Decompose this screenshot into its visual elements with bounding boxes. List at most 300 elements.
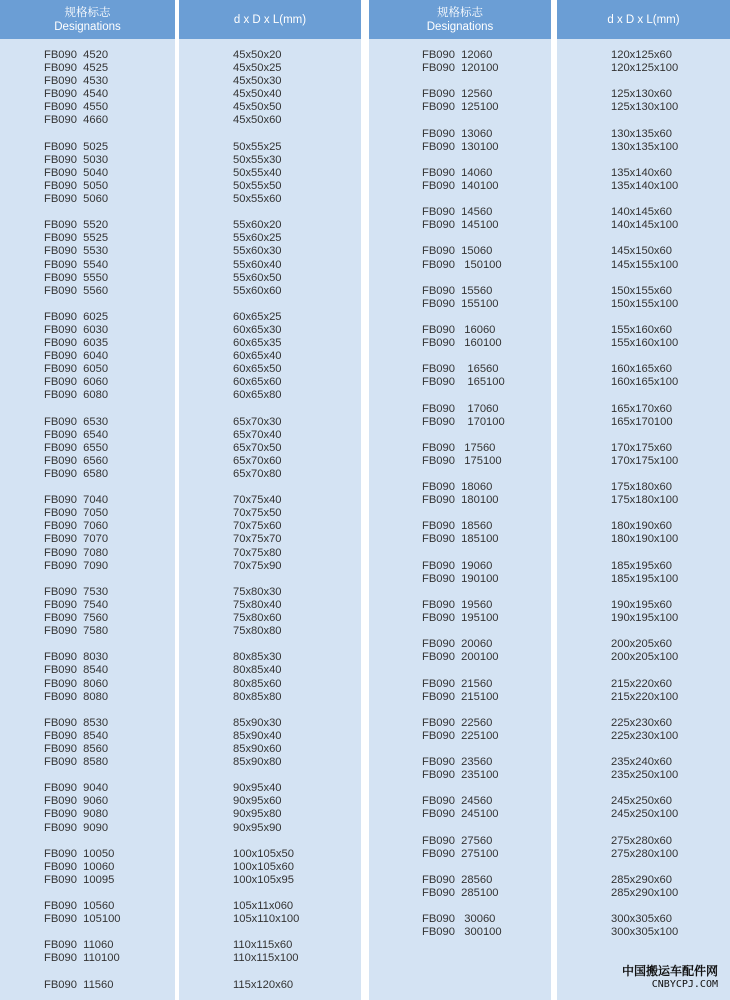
header-label-cn: 规格标志 <box>437 6 483 19</box>
dimension-row: 90x95x60 <box>233 795 282 808</box>
group-spacer <box>422 861 551 874</box>
designation-row: FB090 10560 <box>44 900 115 913</box>
designation-row: FB090 145100 <box>422 219 499 232</box>
dimension-row: 215x220x60 <box>611 677 672 690</box>
designation-row: FB090 18560 <box>422 520 493 533</box>
dimension-row: 75x80x40 <box>233 598 282 611</box>
column-designations-right <box>369 0 551 1000</box>
designation-row: FB090 7540 <box>44 598 109 611</box>
dimensions-list-right <box>557 49 730 939</box>
group-spacer <box>611 861 730 874</box>
designation-row: FB090 8540 <box>44 664 109 677</box>
designation-row: FB090 5550 <box>44 271 109 284</box>
dimension-row: 55x60x30 <box>233 245 282 258</box>
group-spacer <box>422 429 551 442</box>
group-spacer <box>44 128 175 141</box>
designation-row: FB090 12560 <box>422 88 493 101</box>
designation-row: FB090 30060 <box>422 913 496 926</box>
dimension-row: 180x190x60 <box>611 520 672 533</box>
watermark <box>622 964 718 992</box>
designation-row: FB090 7070 <box>44 533 109 546</box>
designation-row: FB090 285100 <box>422 887 499 899</box>
dimension-row: 185x195x100 <box>611 572 679 585</box>
designation-row: FB090 19060 <box>422 559 493 572</box>
designation-row: FB090 6040 <box>44 350 109 363</box>
designation-row: FB090 7060 <box>44 520 109 533</box>
group-spacer <box>422 114 551 127</box>
group-spacer <box>233 835 361 848</box>
designation-row: FB090 12060 <box>422 49 493 61</box>
group-spacer <box>422 704 551 717</box>
dimension-row: 85x90x30 <box>233 716 282 729</box>
group-spacer <box>422 664 551 677</box>
designation-row: FB090 9060 <box>44 795 109 808</box>
group-spacer <box>44 966 175 979</box>
header-label-en: Designations <box>54 20 121 33</box>
designation-row: FB090 5560 <box>44 284 109 297</box>
dimension-row: 50x55x30 <box>233 153 282 166</box>
group-spacer <box>233 481 361 494</box>
dimension-row: 80x85x60 <box>233 677 282 690</box>
designation-row: FB090 8560 <box>44 742 109 755</box>
dimension-row: 45x50x60 <box>233 114 282 127</box>
designation-row: FB090 6080 <box>44 389 109 402</box>
dimension-row: 60x65x40 <box>233 350 282 363</box>
designation-row: FB090 7530 <box>44 585 109 598</box>
designation-row: FB090 190100 <box>422 572 499 585</box>
designation-row: FB090 11560 <box>44 978 114 991</box>
designation-row: FB090 4550 <box>44 101 109 114</box>
dimension-row: 185x195x60 <box>611 559 672 572</box>
dimension-row: 65x70x60 <box>233 454 282 467</box>
designation-row: FB090 185100 <box>422 533 499 546</box>
group-spacer <box>422 743 551 756</box>
designation-row: FB090 7080 <box>44 546 109 559</box>
dimension-row: 170x175x100 <box>611 454 679 467</box>
designation-row: FB090 7580 <box>44 625 109 638</box>
dimension-row: 85x90x80 <box>233 756 282 769</box>
dimension-row: 60x65x35 <box>233 337 282 350</box>
dimension-row: 45x50x40 <box>233 88 282 101</box>
group-spacer <box>611 114 730 127</box>
designation-row: FB090 27560 <box>422 834 493 847</box>
watermark-cn: 中国搬运车配件网 <box>621 964 718 978</box>
dimension-row: 140x145x100 <box>611 219 679 232</box>
dimension-row: 50x55x60 <box>233 193 282 206</box>
designation-row: FB090 13060 <box>422 127 493 140</box>
designation-row: FB090 5040 <box>44 166 109 179</box>
dimension-row: 225x230x60 <box>611 716 672 729</box>
group-spacer <box>44 481 175 494</box>
designation-row: FB090 140100 <box>422 179 499 192</box>
dimension-row: 90x95x80 <box>233 808 282 821</box>
designation-row: FB090 6030 <box>44 323 109 336</box>
group-spacer <box>611 782 730 795</box>
dimension-row: 285x290x100 <box>611 887 679 899</box>
header-label-dims: d x D x L(mm) <box>607 13 680 26</box>
dimension-row: 100x105x95 <box>233 873 294 886</box>
group-spacer <box>611 704 730 717</box>
designation-row: FB090 4540 <box>44 88 109 101</box>
group-spacer <box>611 900 730 913</box>
designation-row: FB090 9080 <box>44 808 109 821</box>
dimension-row: 70x75x90 <box>233 559 282 572</box>
group-spacer <box>611 193 730 206</box>
designation-row: FB090 6530 <box>44 415 109 428</box>
dimension-row: 150x155x60 <box>611 284 672 297</box>
designation-row: FB090 5050 <box>44 179 109 192</box>
designation-row: FB090 200100 <box>422 651 499 664</box>
group-spacer <box>611 586 730 599</box>
dimension-row: 145x150x60 <box>611 245 672 258</box>
designation-row: FB090 16560 <box>422 363 499 376</box>
dimension-row: 190x195x60 <box>611 598 672 611</box>
designation-row: FB090 23560 <box>422 756 493 769</box>
designation-row: FB090 8540 <box>44 729 109 742</box>
dimension-row: 90x95x40 <box>233 782 282 795</box>
designation-row: FB090 6550 <box>44 441 109 454</box>
group-spacer <box>44 638 175 651</box>
dimension-row: 55x60x50 <box>233 271 282 284</box>
designation-row: FB090 20060 <box>422 638 493 651</box>
designation-row: FB090 6050 <box>44 363 109 376</box>
column-designations-left <box>0 0 175 1000</box>
group-spacer <box>422 586 551 599</box>
designation-row: FB090 8030 <box>44 651 109 664</box>
dimension-row: 180x190x100 <box>611 533 679 546</box>
dimension-row: 45x50x20 <box>233 49 282 61</box>
designations-list-right <box>369 49 551 939</box>
group-spacer <box>233 573 361 586</box>
dimension-row: 130x135x60 <box>611 127 672 140</box>
designation-row: FB090 5520 <box>44 219 109 232</box>
designation-row: FB090 6025 <box>44 310 109 323</box>
group-spacer <box>233 926 361 939</box>
designation-row: FB090 5540 <box>44 258 109 271</box>
designation-row: FB090 10060 <box>44 860 115 873</box>
group-spacer <box>44 887 175 900</box>
dimension-row: 190x195x100 <box>611 612 679 625</box>
dimension-row: 90x95x90 <box>233 821 282 834</box>
group-spacer <box>611 664 730 677</box>
dimension-row: 145x155x100 <box>611 258 679 271</box>
designation-row: FB090 175100 <box>422 454 502 467</box>
dimension-row: 75x80x60 <box>233 612 282 625</box>
dimension-row: 65x70x50 <box>233 441 282 454</box>
group-spacer <box>233 704 361 717</box>
dimension-row: 155x160x100 <box>611 337 679 350</box>
dimension-row: 200x205x60 <box>611 638 672 651</box>
dimension-row: 125x130x100 <box>611 101 679 114</box>
designation-row: FB090 235100 <box>422 769 499 782</box>
dimension-row: 200x205x100 <box>611 651 679 664</box>
header-designations-left <box>0 0 175 39</box>
group-spacer <box>611 429 730 442</box>
designation-row: FB090 8530 <box>44 716 109 729</box>
designation-row: FB090 10095 <box>44 873 115 886</box>
dimension-row: 215x220x100 <box>611 690 679 703</box>
designation-row: FB090 28560 <box>422 873 493 886</box>
dimension-row: 45x50x50 <box>233 101 282 114</box>
designation-row: FB090 8080 <box>44 690 109 703</box>
designation-row: FB090 9090 <box>44 821 109 834</box>
designation-row: FB090 17560 <box>422 441 496 454</box>
designations-list-left <box>0 49 175 992</box>
designation-row: FB090 10050 <box>44 847 115 860</box>
dimension-row: 275x280x60 <box>611 834 672 847</box>
dimension-row: 70x75x50 <box>233 507 282 520</box>
dimension-row: 45x50x30 <box>233 75 282 88</box>
dimension-row: 70x75x60 <box>233 520 282 533</box>
dimension-row: 125x130x60 <box>611 88 672 101</box>
designation-row: FB090 130100 <box>422 140 499 153</box>
dimension-row: 175x180x60 <box>611 481 672 494</box>
group-spacer <box>44 403 175 416</box>
designation-row: FB090 225100 <box>422 729 499 742</box>
designation-row: FB090 8580 <box>44 756 109 769</box>
designation-row: FB090 5530 <box>44 245 109 258</box>
dimension-row: 60x65x60 <box>233 376 282 389</box>
dimension-row: 275x280x100 <box>611 847 679 860</box>
dimension-row: 50x55x40 <box>233 166 282 179</box>
designation-row: FB090 160100 <box>422 337 502 350</box>
group-spacer <box>422 468 551 481</box>
designation-row: FB090 11060 <box>44 939 114 952</box>
group-spacer <box>611 232 730 245</box>
designation-row: FB090 125100 <box>422 101 499 114</box>
designation-row: FB090 195100 <box>422 612 499 625</box>
designation-row: FB090 165100 <box>422 376 505 389</box>
designation-row: FB090 275100 <box>422 847 499 860</box>
dimension-row: 105x110x100 <box>233 913 300 926</box>
designation-row: FB090 5525 <box>44 232 109 245</box>
designation-row: FB090 6060 <box>44 376 109 389</box>
column-dimensions-right <box>557 0 730 1000</box>
group-spacer <box>422 389 551 402</box>
group-spacer <box>611 547 730 560</box>
dimension-row: 165x170100 <box>611 415 673 428</box>
dimension-row: 300x305x60 <box>611 913 672 926</box>
designation-row: FB090 4530 <box>44 75 109 88</box>
dimension-row: 170x175x60 <box>611 441 672 454</box>
group-spacer <box>611 625 730 638</box>
dimension-row: 150x155x100 <box>611 297 679 310</box>
designation-row: FB090 9040 <box>44 782 109 795</box>
dimension-row: 65x70x30 <box>233 415 282 428</box>
designation-row: FB090 14060 <box>422 166 493 179</box>
designation-row: FB090 155100 <box>422 297 499 310</box>
group-spacer <box>233 966 361 979</box>
dimension-row: 55x60x40 <box>233 258 282 271</box>
dimension-row: 135x140x100 <box>611 179 679 192</box>
dimension-row: 70x75x70 <box>233 533 282 546</box>
dimension-row: 225x230x100 <box>611 729 679 742</box>
group-spacer <box>422 154 551 167</box>
dimension-row: 245x250x100 <box>611 808 679 821</box>
group-spacer <box>233 206 361 219</box>
dimension-row: 80x85x30 <box>233 651 282 664</box>
dimension-row: 60x65x25 <box>233 310 282 323</box>
header-designations-right <box>369 0 551 39</box>
designation-row: FB090 18060 <box>422 481 493 494</box>
group-spacer <box>422 75 551 88</box>
dimension-row: 105x11x060 <box>233 900 294 913</box>
dimension-row: 120x125x100 <box>611 62 679 75</box>
group-spacer <box>611 75 730 88</box>
group-spacer <box>422 625 551 638</box>
dimension-row: 245x250x60 <box>611 795 672 808</box>
group-spacer <box>611 468 730 481</box>
group-spacer <box>233 769 361 782</box>
designation-row: FB090 24560 <box>422 795 493 808</box>
designation-row: FB090 7040 <box>44 494 109 507</box>
designation-row: FB090 4660 <box>44 114 109 127</box>
designation-row: FB090 7560 <box>44 612 109 625</box>
group-spacer <box>233 403 361 416</box>
dimension-row: 135x140x60 <box>611 166 672 179</box>
group-spacer <box>422 507 551 520</box>
dimension-row: 55x60x25 <box>233 232 282 245</box>
dimension-row: 100x105x60 <box>233 860 294 873</box>
group-spacer <box>44 769 175 782</box>
group-spacer <box>422 311 551 324</box>
dimension-row: 45x50x25 <box>233 62 282 75</box>
dimension-row: 60x65x50 <box>233 363 282 376</box>
group-spacer <box>611 272 730 285</box>
dimension-row: 80x85x40 <box>233 664 282 677</box>
designation-row: FB090 19560 <box>422 598 493 611</box>
group-spacer <box>233 638 361 651</box>
group-spacer <box>422 900 551 913</box>
column-dimensions-left <box>179 0 361 1000</box>
group-spacer <box>233 128 361 141</box>
designation-row: FB090 5025 <box>44 140 109 153</box>
dimension-row: 65x70x80 <box>233 468 282 480</box>
dimension-row: 300x305x100 <box>611 926 679 939</box>
dimension-row: 120x125x60 <box>611 49 672 61</box>
designation-row: FB090 16060 <box>422 323 496 336</box>
dimension-row: 80x85x80 <box>233 690 282 703</box>
designation-row: FB090 8060 <box>44 677 109 690</box>
group-spacer <box>233 887 361 900</box>
group-spacer <box>422 547 551 560</box>
group-spacer <box>422 822 551 835</box>
dimension-row: 60x65x80 <box>233 389 282 402</box>
dimension-row: 115x120x60 <box>233 978 294 991</box>
header-label-en: Designations <box>426 20 494 33</box>
designation-row: FB090 17060 <box>422 402 499 415</box>
designation-row: FB090 150100 <box>422 258 502 271</box>
dimension-row: 55x60x20 <box>233 219 282 232</box>
header-dimensions-right <box>557 0 730 39</box>
group-spacer <box>611 350 730 363</box>
group-spacer <box>611 822 730 835</box>
dimension-row: 130x135x100 <box>611 140 679 153</box>
designation-row: FB090 4525 <box>44 62 109 75</box>
group-spacer <box>44 926 175 939</box>
group-spacer <box>44 206 175 219</box>
dimension-row: 110x115x100 <box>233 952 299 965</box>
dimension-row: 50x55x50 <box>233 179 282 192</box>
designation-row: FB090 4520 <box>44 49 109 61</box>
dimensions-list-left <box>179 49 361 992</box>
designation-row: FB090 7050 <box>44 507 109 520</box>
dimension-row: 140x145x60 <box>611 206 672 219</box>
designation-row: FB090 22560 <box>422 716 493 729</box>
designation-row: FB090 5060 <box>44 193 109 206</box>
designation-row: FB090 300100 <box>422 926 502 939</box>
dimension-row: 85x90x40 <box>233 729 282 742</box>
group-spacer <box>422 193 551 206</box>
designation-row: FB090 21560 <box>422 677 493 690</box>
header-dimensions-left <box>179 0 361 39</box>
group-spacer <box>422 350 551 363</box>
dimension-row: 155x160x60 <box>611 323 672 336</box>
group-spacer <box>422 272 551 285</box>
dimension-row: 165x170x60 <box>611 402 672 415</box>
designation-row: FB090 6580 <box>44 468 109 480</box>
designation-row: FB090 180100 <box>422 494 499 507</box>
group-spacer <box>611 389 730 402</box>
group-spacer <box>422 782 551 795</box>
designation-row: FB090 110100 <box>44 952 120 965</box>
watermark-en: CNBYCPJ.COM <box>651 979 718 990</box>
group-spacer <box>611 311 730 324</box>
dimension-row: 160x165x60 <box>611 363 672 376</box>
dimension-row: 85x90x60 <box>233 742 282 755</box>
designation-row: FB090 245100 <box>422 808 499 821</box>
designation-row: FB090 120100 <box>422 62 499 75</box>
designation-row: FB090 170100 <box>422 415 505 428</box>
designation-row: FB090 215100 <box>422 690 499 703</box>
group-spacer <box>422 232 551 245</box>
dimension-row: 160x165x100 <box>611 376 679 389</box>
group-spacer <box>611 743 730 756</box>
group-spacer <box>44 573 175 586</box>
group-spacer <box>44 835 175 848</box>
dimension-row: 75x80x30 <box>233 585 282 598</box>
header-label-cn: 规格标志 <box>64 6 111 19</box>
dimension-row: 100x105x50 <box>233 847 294 860</box>
dimension-row: 75x80x80 <box>233 625 282 638</box>
group-spacer <box>44 704 175 717</box>
designation-row: FB090 6540 <box>44 428 109 441</box>
designation-row: FB090 15560 <box>422 284 493 297</box>
designation-row: FB090 5030 <box>44 153 109 166</box>
designation-row: FB090 105100 <box>44 913 121 926</box>
dimension-row: 60x65x30 <box>233 323 282 336</box>
header-label-dims: d x D x L(mm) <box>233 13 307 26</box>
dimension-row: 70x75x80 <box>233 546 282 559</box>
dimension-row: 50x55x25 <box>233 140 282 153</box>
group-spacer <box>611 507 730 520</box>
designation-row: FB090 6035 <box>44 337 109 350</box>
designation-row: FB090 6560 <box>44 454 109 467</box>
group-spacer <box>44 298 175 311</box>
dimension-row: 235x240x60 <box>611 756 672 769</box>
dimension-row: 285x290x60 <box>611 873 672 886</box>
dimension-row: 70x75x40 <box>233 494 282 507</box>
group-spacer <box>233 298 361 311</box>
dimension-row: 110x115x60 <box>233 939 293 952</box>
dimension-row: 175x180x100 <box>611 494 679 507</box>
dimension-row: 235x250x100 <box>611 769 679 782</box>
designation-row: FB090 7090 <box>44 559 109 572</box>
designation-row: FB090 14560 <box>422 206 493 219</box>
designation-row: FB090 15060 <box>422 245 493 258</box>
group-spacer <box>611 154 730 167</box>
dimension-row: 55x60x60 <box>233 284 282 297</box>
